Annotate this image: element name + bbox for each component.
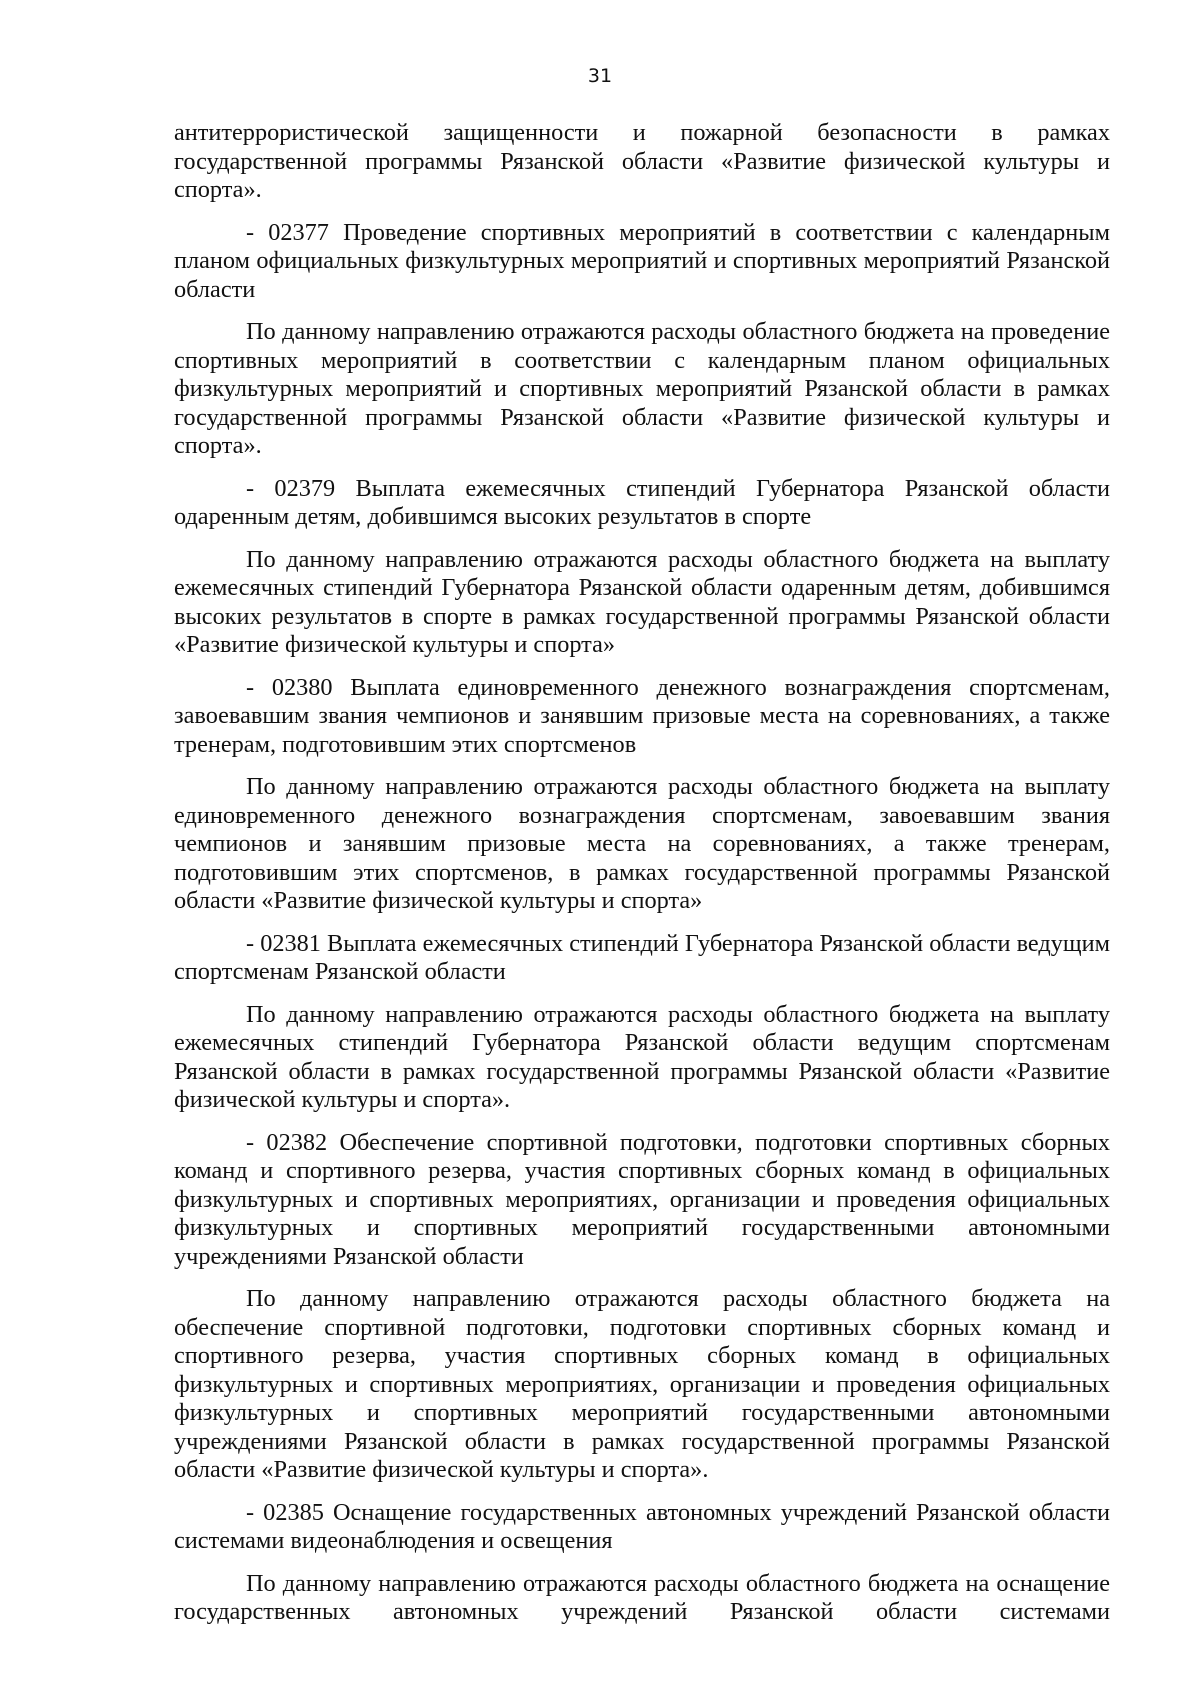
page-number: 31 — [587, 65, 613, 87]
section-heading-02379: - 02379 Выплата ежемесячных стипендий Губернатора Рязанской области одаренным детям, добившимся высоких результатов в спорте — [174, 474, 1110, 530]
section-description-02379: По данному направлению отражаются расходы областного бюджета на выплату ежемесячных стипендий Губернатора Рязанской области одаренным детям, добившимся высоких результатов в спорте в рамках государственной программы Рязанской области «Развитие физической культуры и спорта» — [174, 545, 1110, 658]
section-description-02380: По данному направлению отражаются расходы областного бюджета на выплату единовременного денежного вознаграждения спортсменам, завоевавшим звания чемпионов и занявшим призовые места на соревнованиях, а также тренерам, подготовившим этих спортсменов, в рамках государственной программы Рязанской области «Развитие физической культуры и спорта» — [174, 773, 1110, 914]
section-description-02377: По данному направлению отражаются расходы областного бюджета на проведение спортивных мероприятий в соответствии с календарным планом официальных физкультурных мероприятий и спортивных мероприятий Рязанской области в рамках государственной программы Рязанской области «Развитие физической культуры и спорта». — [174, 318, 1110, 459]
section-description-02382: По данному направлению отражаются расходы областного бюджета на обеспечение спортивной подготовки, подготовки спортивных сборных команд и спортивного резерва, участия спортивных сборных команд в официальных физкультурных и спортивных мероприятиях, организации и проведения официальных физкультурных и спортивных мероприятий государственными автономными учреждениями Рязанской области в рамках государственной программы Рязанской области «Развитие физической культуры и спорта». — [174, 1285, 1110, 1483]
section-heading-02382: - 02382 Обеспечение спортивной подготовки, подготовки спортивных сборных команд и спортивного резерва, участия спортивных сборных команд в официальных физкультурных и спортивных мероприятиях, организации и проведения официальных физкультурных и спортивных мероприятий государственными автономными учреждениями Рязанской области — [174, 1128, 1110, 1270]
section-heading-02377: - 02377 Проведение спортивных мероприятий в соответствии с календарным планом официальных физкультурных мероприятий и спортивных мероприятий Рязанской области — [174, 218, 1110, 303]
section-heading-02380: - 02380 Выплата единовременного денежного вознаграждения спортсменам, завоевавшим звания чемпионов и занявшим призовые места на соревнованиях, а также тренерам, подготовившим этих спортсменов — [174, 673, 1110, 758]
section-heading-02385: - 02385 Оснащение государственных автономных учреждений Рязанской области системами видеонаблюдения и освещения — [174, 1498, 1110, 1554]
section-description-02381: По данному направлению отражаются расходы областного бюджета на выплату ежемесячных стипендий Губернатора Рязанской области ведущим спортсменам Рязанской области в рамках государственной программы Рязанской области «Развитие физической культуры и спорта». — [174, 1000, 1110, 1113]
paragraph-continuation: антитеррористической защищенности и пожарной безопасности в рамках государственной программы Рязанской области «Развитие физической культуры и спорта». — [174, 119, 1110, 203]
document-body — [174, 119, 1110, 1641]
section-description-02385: По данному направлению отражаются расходы областного бюджета на оснащение государственных автономных учреждений Рязанской области системами — [174, 1569, 1110, 1625]
section-heading-02381: - 02381 Выплата ежемесячных стипендий Губернатора Рязанской области ведущим спортсменам Рязанской области — [174, 929, 1110, 985]
